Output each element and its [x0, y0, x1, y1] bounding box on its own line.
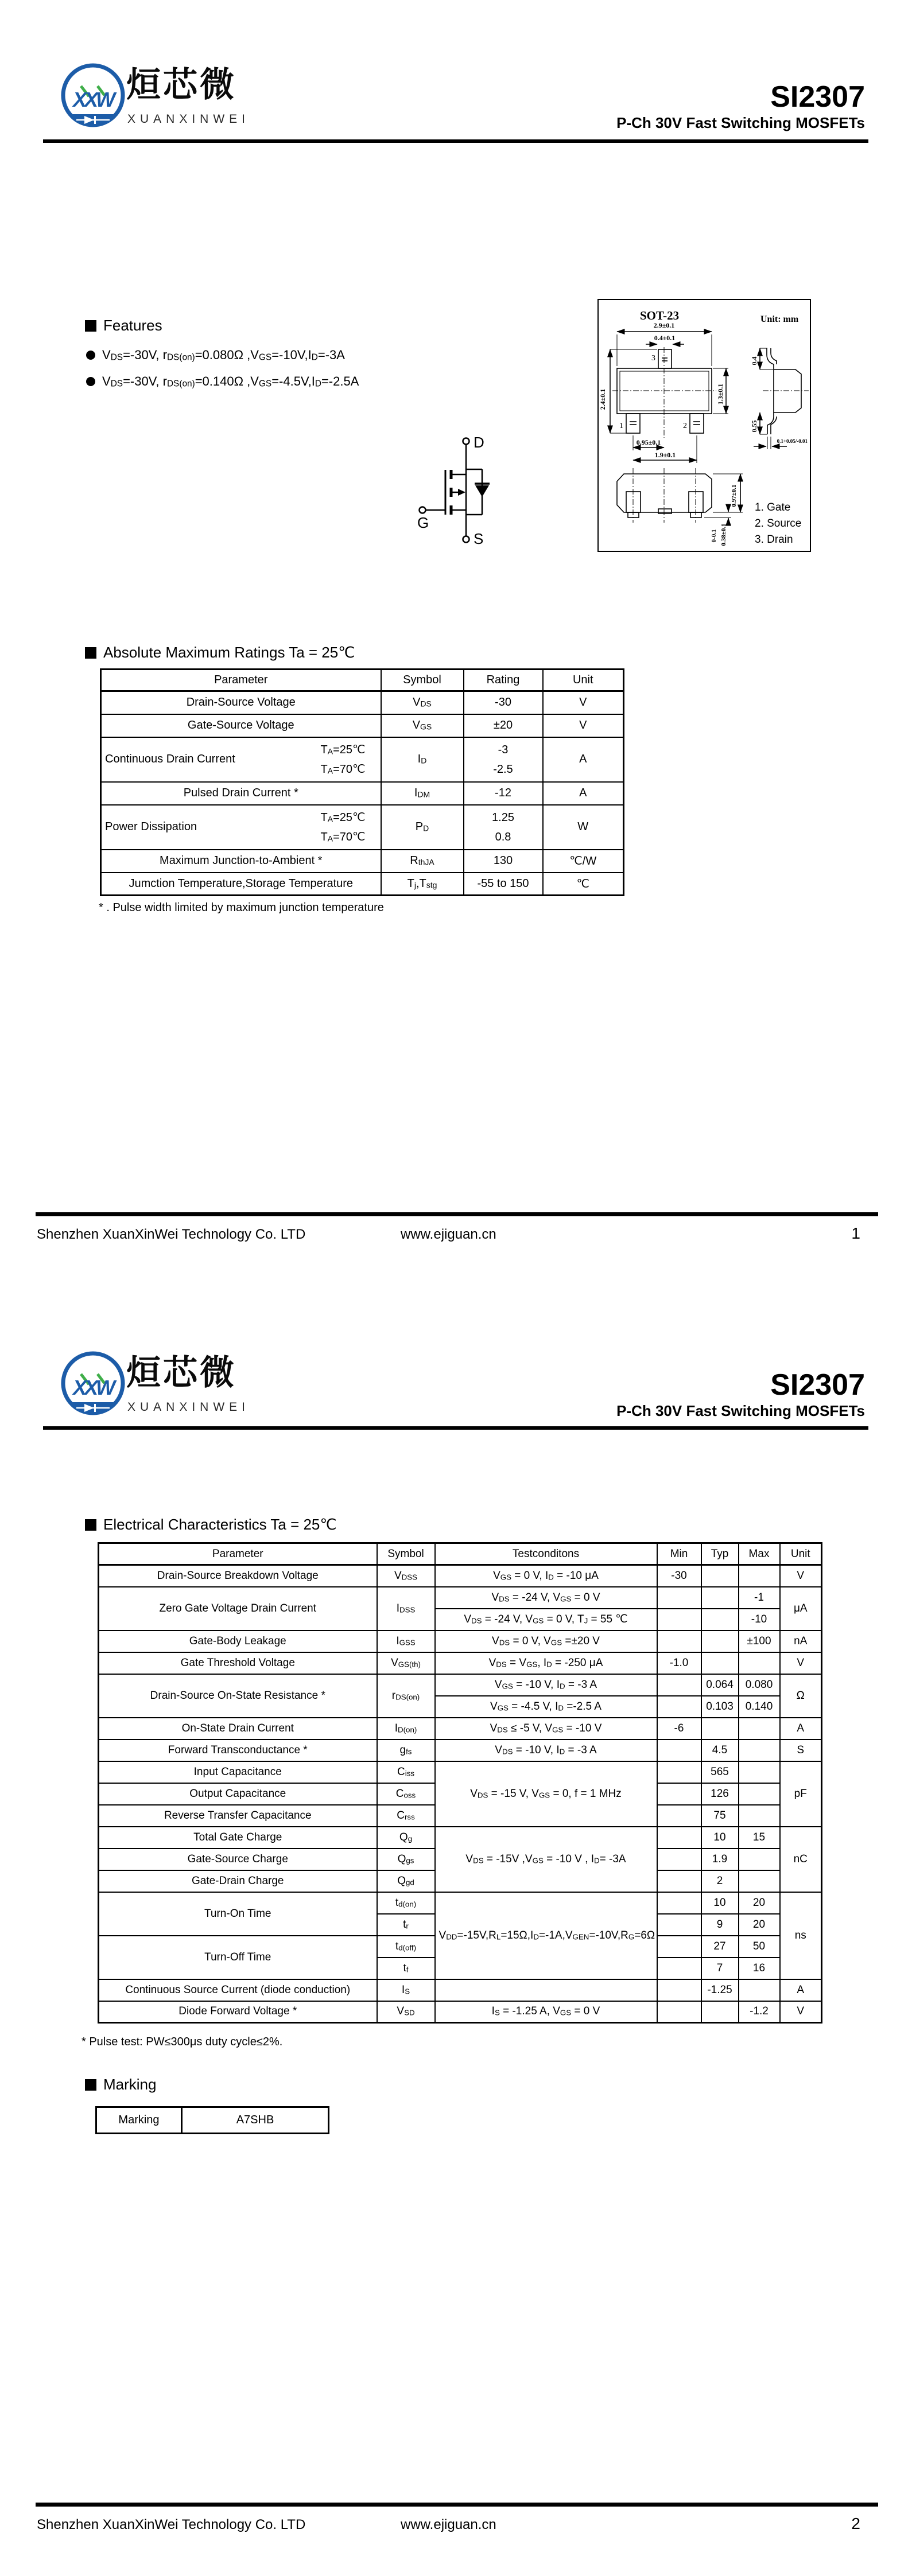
table-row: Gate-Body Leakage $I_{GSS}$ $V_{DS} = 0$ V, $V_{GS} =\pm 20$ V ±100 nA	[99, 1631, 822, 1652]
brand-chinese: 烜芯微	[126, 1353, 236, 1392]
svg-text:0.38±0.1: 0.38±0.1	[720, 523, 727, 546]
marking-value: A7SHB	[182, 2107, 329, 2134]
cell-rating: -30	[464, 691, 543, 714]
footer-company: Shenzhen XuanXinWei Technology Co. LTD	[37, 1227, 306, 1242]
cell-param: Continuous Drain Current $T_A=25℃$ $T_A=70℃$	[101, 737, 381, 782]
cell-rating: -12	[464, 782, 543, 805]
table-row: Gate-Source Charge $Q_{gs}$ 1.9	[99, 1849, 822, 1870]
cell-unit: A	[543, 737, 624, 782]
part-number: SI2307	[770, 80, 865, 114]
footer-website: www.ejiguan.cn	[401, 1227, 496, 1242]
abs-max-title: Absolute Maximum Ratings Ta = 25℃	[103, 644, 355, 661]
footer-rule	[36, 1212, 878, 1216]
cell-unit: V	[543, 714, 624, 737]
source-label: S	[474, 530, 484, 547]
cell-symbol: $I_{DM}$	[381, 782, 464, 805]
package-unit: Unit: mm	[760, 314, 799, 324]
header-rule	[43, 1426, 868, 1430]
svg-text:2: 2	[683, 422, 687, 430]
svg-text:1: 1	[619, 422, 623, 430]
svg-text:1.9±0.1: 1.9±0.1	[654, 451, 676, 459]
feature-item	[86, 374, 359, 390]
cell-param: Jumction Temperature,Storage Temperature	[101, 873, 381, 896]
col-symbol: Symbol	[381, 670, 464, 691]
cell-unit: A	[543, 782, 624, 805]
table-row: Gate Threshold Voltage $V_{GS(th)}$ $V_{DS} = V_{GS}$, $I_D = -250$ μA -1.0 V	[99, 1652, 822, 1674]
cell-rating: -3 -2.5	[464, 737, 543, 782]
cell-param: Drain-Source Voltage	[101, 691, 381, 714]
abs-max-heading	[85, 644, 355, 661]
svg-text:0-0.1: 0-0.1	[711, 529, 717, 543]
cell-param: Maximum Junction-to-Ambient *	[101, 850, 381, 873]
brand-chinese: 烜芯微	[126, 65, 236, 104]
brand-english: XUANXINWEI	[127, 112, 250, 126]
electrical-footnote: * Pulse test: PW≤300μs duty cycle≤2%.	[82, 2036, 283, 2048]
cell-unit: W	[543, 805, 624, 850]
table-row	[101, 782, 624, 805]
cell-unit: ℃/W	[543, 850, 624, 873]
cell-rating: 1.25 0.8	[464, 805, 543, 850]
table-row: Turn-On Time $t_{d(on)}$ $V_{DD}=-15V,R_L=15\Omega,I_D=-1A,V_{GEN}=-10V,R_G=6\Omega$ 10 20 ns	[99, 1892, 822, 1914]
pin-label-gate: 1. Gate	[755, 501, 791, 513]
company-logo-icon	[43, 1349, 129, 1419]
cell-rating: -55 to 150	[464, 873, 543, 896]
electrical-title: Electrical Characteristics Ta = 25℃	[103, 1516, 337, 1533]
square-bullet-icon	[85, 2079, 96, 2091]
features-title: Features	[103, 317, 162, 334]
table-header-row	[101, 670, 624, 691]
circle-bullet-icon	[86, 351, 95, 360]
svg-text:0.4: 0.4	[750, 356, 758, 365]
svg-text:0.95±0.1: 0.95±0.1	[636, 438, 661, 446]
cell-symbol: $R_{thJA}$	[381, 850, 464, 873]
table-row: Drain-Source Breakdown Voltage $V_{DSS}$ $V_{GS} = 0$ V, $I_D = -10$ μA -30 V	[99, 1565, 822, 1587]
svg-text:3: 3	[651, 354, 655, 363]
table-row	[101, 737, 624, 782]
svg-text:0.4±0.1: 0.4±0.1	[654, 334, 676, 342]
circle-bullet-icon	[86, 377, 95, 386]
gate-label: G	[417, 514, 429, 531]
col-parameter: Parameter	[101, 670, 381, 691]
svg-text:1.3±0.1: 1.3±0.1	[716, 383, 724, 405]
cell-param: Gate-Source Voltage	[101, 714, 381, 737]
table-row	[101, 873, 624, 896]
part-number: SI2307	[770, 1368, 865, 1402]
table-row: Reverse Transfer Capacitance $C_{rss}$ 75	[99, 1805, 822, 1827]
table-row: Forward Transconductance * $g_{fs}$ $V_{DS} = -10$ V, $I_D = -3$ A 4.5 S	[99, 1740, 822, 1761]
feature-item	[86, 348, 345, 363]
table-row: $V_{DS} = -24$ V, $V_{GS} = 0$ V, $T_J = 55$ ℃ -10	[99, 1609, 822, 1631]
square-bullet-icon	[85, 647, 96, 659]
abs-max-footnote: * . Pulse width limited by maximum junction temperature	[99, 901, 384, 914]
cell-symbol: $V_{GS}$	[381, 714, 464, 737]
drain-label: D	[474, 434, 484, 451]
table-row: Drain-Source On-State Resistance * $r_{DS(on)}$ $V_{GS} = -10$ V, $I_D = -3$ A 0.064 0.080 Ω	[99, 1674, 822, 1696]
square-bullet-icon	[85, 1519, 96, 1531]
table-header-row: Parameter Symbol Testconditons Min Typ Max Unit	[99, 1543, 822, 1565]
page-subtitle: P-Ch 30V Fast Switching MOSFETs	[616, 1402, 865, 1419]
cell-symbol: $P_D$	[381, 805, 464, 850]
svg-text:0.97±0.1: 0.97±0.1	[731, 484, 738, 507]
table-row: Output Capacitance $C_{oss}$ 126	[99, 1783, 822, 1805]
page-number: 1	[851, 1224, 860, 1242]
page-number: 2	[851, 2515, 860, 2532]
table-row: On-State Drain Current $I_{D(on)}$ $V_{DS} \le -5$ V, $V_{GS} = -10$ V -6 A	[99, 1718, 822, 1740]
feature-text: $V_{DS}=-30V$, $r_{DS(on)}=0.140\Omega$ $,V_{GS}=-4.5V,I_D=-2.5A$	[102, 374, 359, 389]
table-row: Zero Gate Voltage Drain Current $I_{DSS}$ $V_{DS} = -24$ V, $V_{GS} = 0$ V -1 μA	[99, 1587, 822, 1609]
cell-symbol: $V_{DS}$	[381, 691, 464, 714]
marking-heading	[85, 2076, 156, 2094]
marking-title: Marking	[103, 2076, 157, 2093]
cell-symbol: $I_D$	[381, 737, 464, 782]
cell-unit: ℃	[543, 873, 624, 896]
feature-text: $V_{DS}=-30V$, $r_{DS(on)}=0.080\Omega$ $,V_{GS}=-10V,I_D=-3A$	[102, 348, 345, 363]
cell-rating: ±20	[464, 714, 543, 737]
logo-letters: XXW	[72, 1376, 114, 1399]
table-row: Turn-Off Time $t_{d(off)}$ 27 50	[99, 1936, 822, 1958]
brand-english: XUANXINWEI	[127, 1400, 250, 1414]
logo-letters: XXW	[72, 88, 114, 111]
col-unit: Unit	[543, 670, 624, 691]
cell-rating: 130	[464, 850, 543, 873]
table-row	[101, 714, 624, 737]
table-row: Diode Forward Voltage * $V_{SD}$ $I_S = -1.25$ A, $V_{GS} = 0$ V -1.2 V	[99, 2001, 822, 2023]
table-row: Continuous Source Current (diode conduction) $I_S$ -1.25 A	[99, 1979, 822, 2001]
footer-rule	[36, 2503, 878, 2507]
company-logo-icon	[43, 61, 129, 131]
features-heading	[85, 317, 162, 334]
table-row: Total Gate Charge $Q_g$ $V_{DS} = -15V$ $,V_{GS} = -10$ V , $I_D= -3A$ 10 15 nC	[99, 1827, 822, 1849]
footer-website: www.ejiguan.cn	[401, 2517, 496, 2532]
footer-company: Shenzhen XuanXinWei Technology Co. LTD	[37, 2517, 306, 2532]
svg-text:2.9±0.1: 2.9±0.1	[653, 321, 675, 329]
marking-table	[95, 2106, 329, 2134]
marking-label: Marking	[96, 2107, 182, 2134]
cell-symbol: $T_j,T_{stg}$	[381, 873, 464, 896]
package-outline-drawing	[597, 299, 811, 552]
square-bullet-icon	[85, 320, 96, 332]
pin-label-source: 2. Source	[755, 517, 802, 530]
mosfet-symbol-drawing	[414, 431, 564, 549]
svg-text:2.4±0.1: 2.4±0.1	[599, 388, 607, 410]
cell-param: Pulsed Drain Current *	[101, 782, 381, 805]
table-row: $t_r$ 9 20	[99, 1914, 822, 1936]
svg-text:0.55: 0.55	[750, 420, 758, 433]
table-row	[101, 691, 624, 714]
header-rule	[43, 139, 868, 143]
abs-max-table	[100, 668, 624, 896]
col-rating: Rating	[464, 670, 543, 691]
package-name: SOT-23	[640, 309, 680, 322]
table-row	[101, 805, 624, 850]
table-row: Gate-Drain Charge $Q_{gd}$ 2	[99, 1870, 822, 1892]
table-row: $t_f$ 7 16	[99, 1958, 822, 1979]
pin-label-drain: 3. Drain	[755, 534, 793, 546]
cell-param: Power Dissipation $T_A=25℃$ $T_A=70℃$	[101, 805, 381, 850]
table-row	[101, 850, 624, 873]
table-row	[96, 2107, 329, 2134]
cell-unit: V	[543, 691, 624, 714]
table-row: $V_{GS} = -4.5$ V, $I_D =-2.5$ A 0.103 0.140	[99, 1696, 822, 1718]
electrical-table	[98, 1542, 822, 2024]
table-row: Input Capacitance $C_{iss}$ $V_{DS} = -15$ V, $V_{GS} = 0$, f = 1 MHz 565 pF	[99, 1761, 822, 1783]
electrical-heading	[85, 1516, 337, 1534]
svg-text:0.1+0.05/-0.01: 0.1+0.05/-0.01	[777, 438, 808, 444]
page-subtitle: P-Ch 30V Fast Switching MOSFETs	[616, 114, 865, 131]
